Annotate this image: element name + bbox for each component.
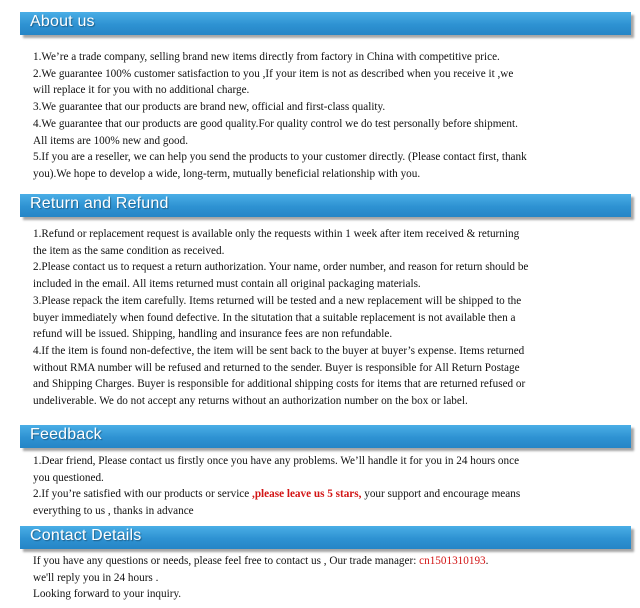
feedback-line3-tail: your support and encourage means	[361, 488, 521, 501]
contact-line1-text: If you have any questions or needs, please feel free to contact us , Our trade manager:	[33, 555, 420, 567]
about-us-header	[20, 12, 631, 35]
refund-line: without RMA number will be refused and returned to the sender. Buyer is responsible for All Return Postage	[33, 361, 520, 374]
about-line: 4.We guarantee that our products are good quality.For quality control we do test personally before shipment.	[33, 117, 518, 130]
return-refund-body	[33, 226, 613, 410]
trade-manager-id[interactable]: cn1501310193	[419, 555, 486, 567]
about-us-body	[33, 49, 613, 183]
refund-line: undeliverable. We do not accept any returns without an authorization number on the box or label.	[33, 395, 468, 408]
feedback-title: Feedback	[30, 426, 102, 443]
refund-line: included in the email. All items returned must contain all original packaging materials.	[33, 278, 421, 291]
feedback-line: 1.Dear friend, Please contact us firstly once you have any problems. We’ll handle it for you in 24 hours once	[33, 455, 520, 467]
refund-line: and Shipping Charges. Buyer is responsible for additional shipping costs for items that are returned refused or	[33, 378, 526, 391]
contact-line: we'll reply you in 24 hours .	[33, 571, 159, 584]
feedback-body	[33, 453, 613, 520]
refund-line: 1.Refund or replacement request is available only the requests within 1 week after item received & returning	[33, 228, 520, 240]
refund-line: the item as the same condition as received.	[33, 244, 225, 257]
contact-line1-tail: .	[485, 555, 489, 567]
refund-line: 3.Please repack the item carefully. Items returned will be tested and a new replacement will be shipped to the	[33, 294, 522, 307]
contact-details-header	[20, 526, 631, 549]
feedback-line: everything to us , thanks in advance	[33, 505, 194, 518]
refund-line: refund will be issued. Shipping, handling and insurance fees are non refundable.	[33, 328, 393, 341]
feedback-line: you questioned.	[33, 471, 104, 484]
feedback-line3-text: 2.If you’re satisfied with our products or service	[33, 488, 253, 501]
about-line: 2.We guarantee 100% customer satisfaction to you ,If your item is not as described when you receive it ,we	[33, 67, 514, 80]
refund-line: buyer immediately when found defective. In the situtation that a suitable replacement is not available then a	[33, 311, 516, 324]
about-line: 5.If you are a reseller, we can help you send the products to your customer directly. (Please contact first, thank	[33, 151, 527, 164]
contact-line: Looking forward to your inquiry.	[33, 588, 182, 601]
five-stars-request: ,please leave us 5 stars,	[252, 488, 362, 501]
feedback-line	[33, 486, 613, 503]
refund-line: 4.If the item is found non-defective, the item will be sent back to the buyer at buyer’s expense. Items returned	[33, 344, 525, 357]
about-us-title: About us	[30, 13, 95, 30]
return-refund-header	[20, 194, 631, 217]
contact-details-title: Contact Details	[30, 527, 142, 544]
contact-details-body	[33, 553, 613, 603]
return-refund-title: Return and Refund	[30, 195, 169, 212]
feedback-header	[20, 425, 631, 448]
contact-line	[33, 553, 613, 570]
about-line: will replace it for you with no additional charge.	[33, 84, 250, 97]
about-line: you).We hope to develop a wide, long-term, mutually beneficial relationship with you.	[33, 167, 421, 180]
about-line: All items are 100% new and good.	[33, 134, 189, 147]
about-line: 1.We’re a trade company, selling brand new items directly from factory in China with competitive price.	[33, 51, 500, 63]
refund-line: 2.Please contact us to request a return authorization. Your name, order number, and reason for return should be	[33, 261, 529, 274]
about-line: 3.We guarantee that our products are brand new, official and first-class quality.	[33, 101, 386, 114]
